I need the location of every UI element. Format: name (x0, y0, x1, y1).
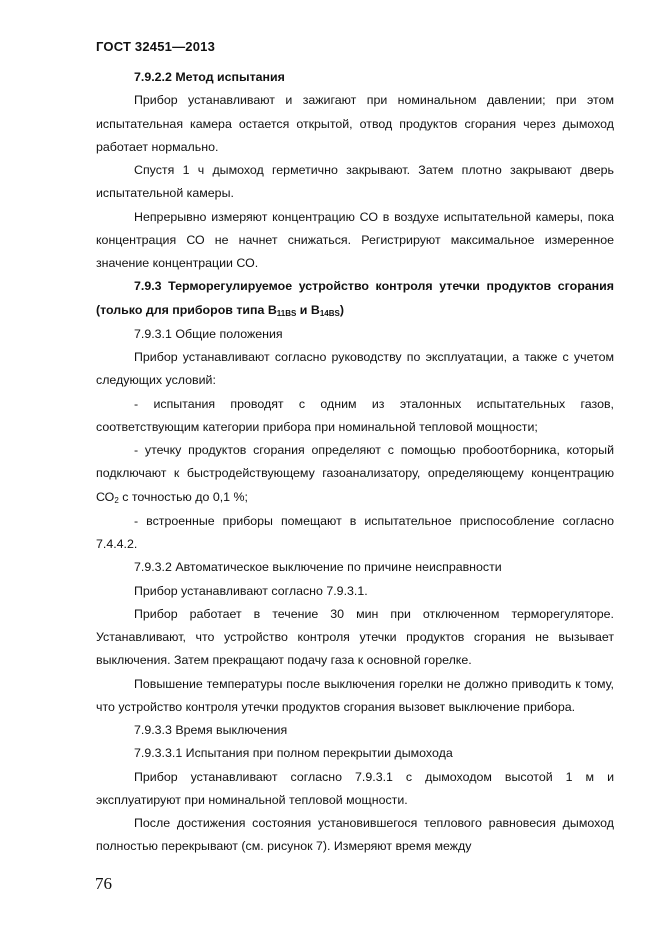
subscript-co2: 2 (114, 495, 119, 505)
subsection-heading-7-9-3-3: 7.9.3.3 Время выключения (134, 723, 288, 737)
subscript-14bs: 14BS (319, 308, 340, 318)
paragraph: Спустя 1 ч дымоход герметично закрывают. Затем плотно закрывают дверь испытательной камеры. (96, 163, 614, 201)
paragraph: Прибор устанавливают и зажигают при номинальном давлении; при этом испытательная камера остается открытой, отвод продуктов сгорания через дымоход работает нормально. (96, 93, 614, 154)
subscript-11bs: 11BS (276, 308, 297, 318)
heading-text-mid: и В (296, 302, 320, 317)
heading-text: 7.9.3 Терморегулируемое устройство контроля утечки продуктов сгорания (только для приборов типа В (96, 279, 614, 317)
document-body (96, 66, 614, 859)
list-item: - испытания проводят с одним из эталонных испытательных газов, соответствующим категории прибора при номинальной тепловой мощности; (96, 396, 614, 434)
page-number: 76 (95, 874, 112, 893)
paragraph: Прибор устанавливают согласно 7.9.3.1. (134, 583, 368, 598)
list-item (96, 439, 614, 510)
list-item: - встроенные приборы помещают в испытательное приспособление согласно 7.4.4.2. (96, 513, 614, 551)
paragraph: Прибор устанавливают согласно руководству по эксплуатации, а также с учетом следующих условий: (96, 350, 614, 388)
heading-text-end: ) (339, 302, 344, 317)
subsection-heading-7-9-3-1: 7.9.3.1 Общие положения (134, 326, 283, 341)
list-item-text: - утечку продуктов сгорания определяют с помощью пробоотборника, который подключают к быстродействующему газоанализатору, определяющему концентрацию СО (96, 443, 614, 504)
section-heading-7-9-3 (96, 275, 614, 323)
paragraph: После достижения состояния установившегося теплового равновесия дымоход полностью перекрывают (см. рисунок 7). Измеряют время между (96, 816, 614, 854)
paragraph: Непрерывно измеряют концентрацию СО в воздухе испытательной камеры, пока концентрация СО не начнет снижаться. Регистрируют максимальное измеренное значение концентрации СО. (96, 209, 614, 270)
subsection-heading-7-9-3-3-1: 7.9.3.3.1 Испытания при полном перекрытии дымохода (134, 746, 453, 761)
list-item-text-end: с точностью до 0,1 %; (118, 489, 248, 504)
section-heading-7-9-2-2: 7.9.2.2 Метод испытания (134, 70, 285, 84)
paragraph: Прибор работает в течение 30 мин при отключенном терморегуляторе. Устанавливают, что устройство контроля утечки продуктов сгорания не вызывает выключения. Затем прекращают подачу газа к основной горелке. (96, 606, 614, 668)
subsection-heading-7-9-3-2: 7.9.3.2 Автоматическое выключение по причине неисправности (134, 560, 502, 575)
paragraph: Прибор устанавливают согласно 7.9.3.1 с дымоходом высотой 1 м и эксплуатируют при номинальной тепловой мощности. (96, 769, 614, 807)
paragraph: Повышение температуры после выключения горелки не должно приводить к тому, что устройство контроля утечки продуктов сгорания вызовет выключение прибора. (96, 676, 614, 714)
standard-header: ГОСТ 32451—2013 (96, 39, 215, 54)
